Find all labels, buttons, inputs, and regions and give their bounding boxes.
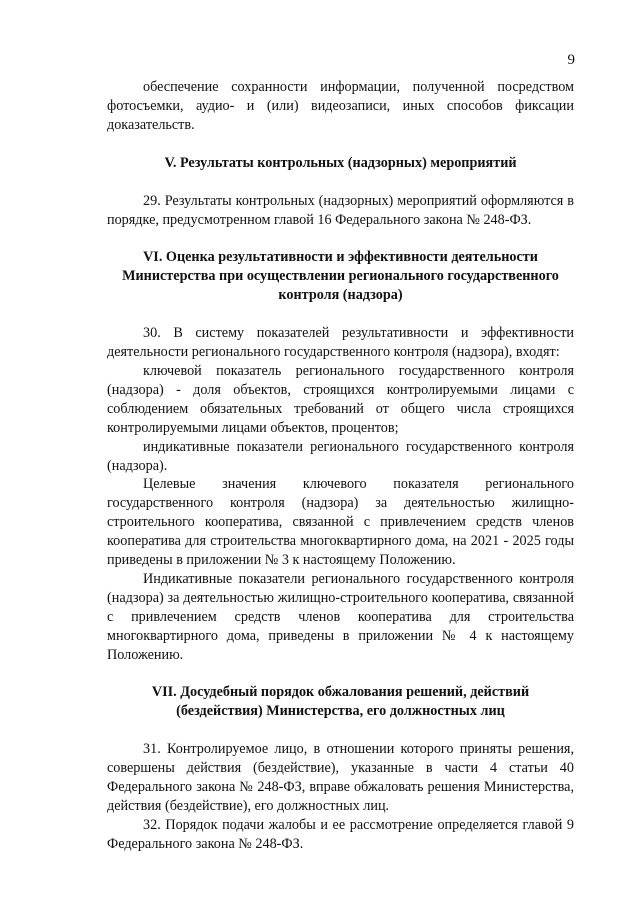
page-number: 9 (567, 52, 575, 68)
intro-paragraph: обеспечение сохранности информации, полученной посредством фотосъемки, аудио- и (или) видеозаписи, иных способов фиксации доказательств. (107, 79, 574, 133)
paragraph-30-target-values: Целевые значения ключевого показателя регионального государственного контроля (надзора) за деятельностью жилищно-строительного кооператива, связанной с привлечением средств членов кооператива для строительства многоквартирного дома, на 2021 - 2025 годы приведены в приложении № 3 к настоящему Положению. (107, 476, 574, 569)
paragraph-30-indicative: индикативные показатели регионального государственного контроля (надзора). (107, 438, 574, 474)
paragraph-32: 32. Порядок подачи жалобы и ее рассмотрение определяется главой 9 Федерального закона № 248-ФЗ. (107, 816, 574, 852)
paragraph-30: 30. В систему показателей результативности и эффективности деятельности регионального государственного контроля (надзора), входят: (107, 325, 574, 361)
paragraph-30-key-indicator: ключевой показатель регионального государственного контроля (надзора) - доля объектов, строящихся контролируемыми лицами с соблюдением обязательных требований от общего числа строящихся контролируемыми лицами объектов, процентов; (107, 362, 574, 436)
paragraph-30-indicative-values: Индикативные показатели регионального государственного контроля (надзора) за деятельностью жилищно-строительного кооператива, связанной с привлечением средств членов кооператива для строительства многоквартирного дома, приведены в приложении № 4 к настоящему Положению. (107, 570, 574, 663)
section-5-heading: V. Результаты контрольных (надзорных) мероприятий (164, 154, 517, 171)
section-7-heading: VII. Досудебный порядок обжалования решений, действий (бездействия) Министерства, его должностных лиц (151, 684, 530, 720)
paragraph-29: 29. Результаты контрольных (надзорных) мероприятий оформляются в порядке, предусмотренном главой 16 Федерального закона № 248-ФЗ. (107, 192, 574, 228)
section-6-heading: VI. Оценка результативности и эффективности деятельности Министерства при осуществлении регионального государственного контроля (надзора) (122, 249, 559, 304)
paragraph-31: 31. Контролируемое лицо, в отношении которого приняты решения, совершены действия (бездействие), указанные в части 4 статьи 40 Федерального закона № 248-ФЗ, вправе обжаловать решения Министерства, действия (бездействие), его должностных лиц. (107, 741, 574, 814)
document-body (107, 78, 574, 854)
